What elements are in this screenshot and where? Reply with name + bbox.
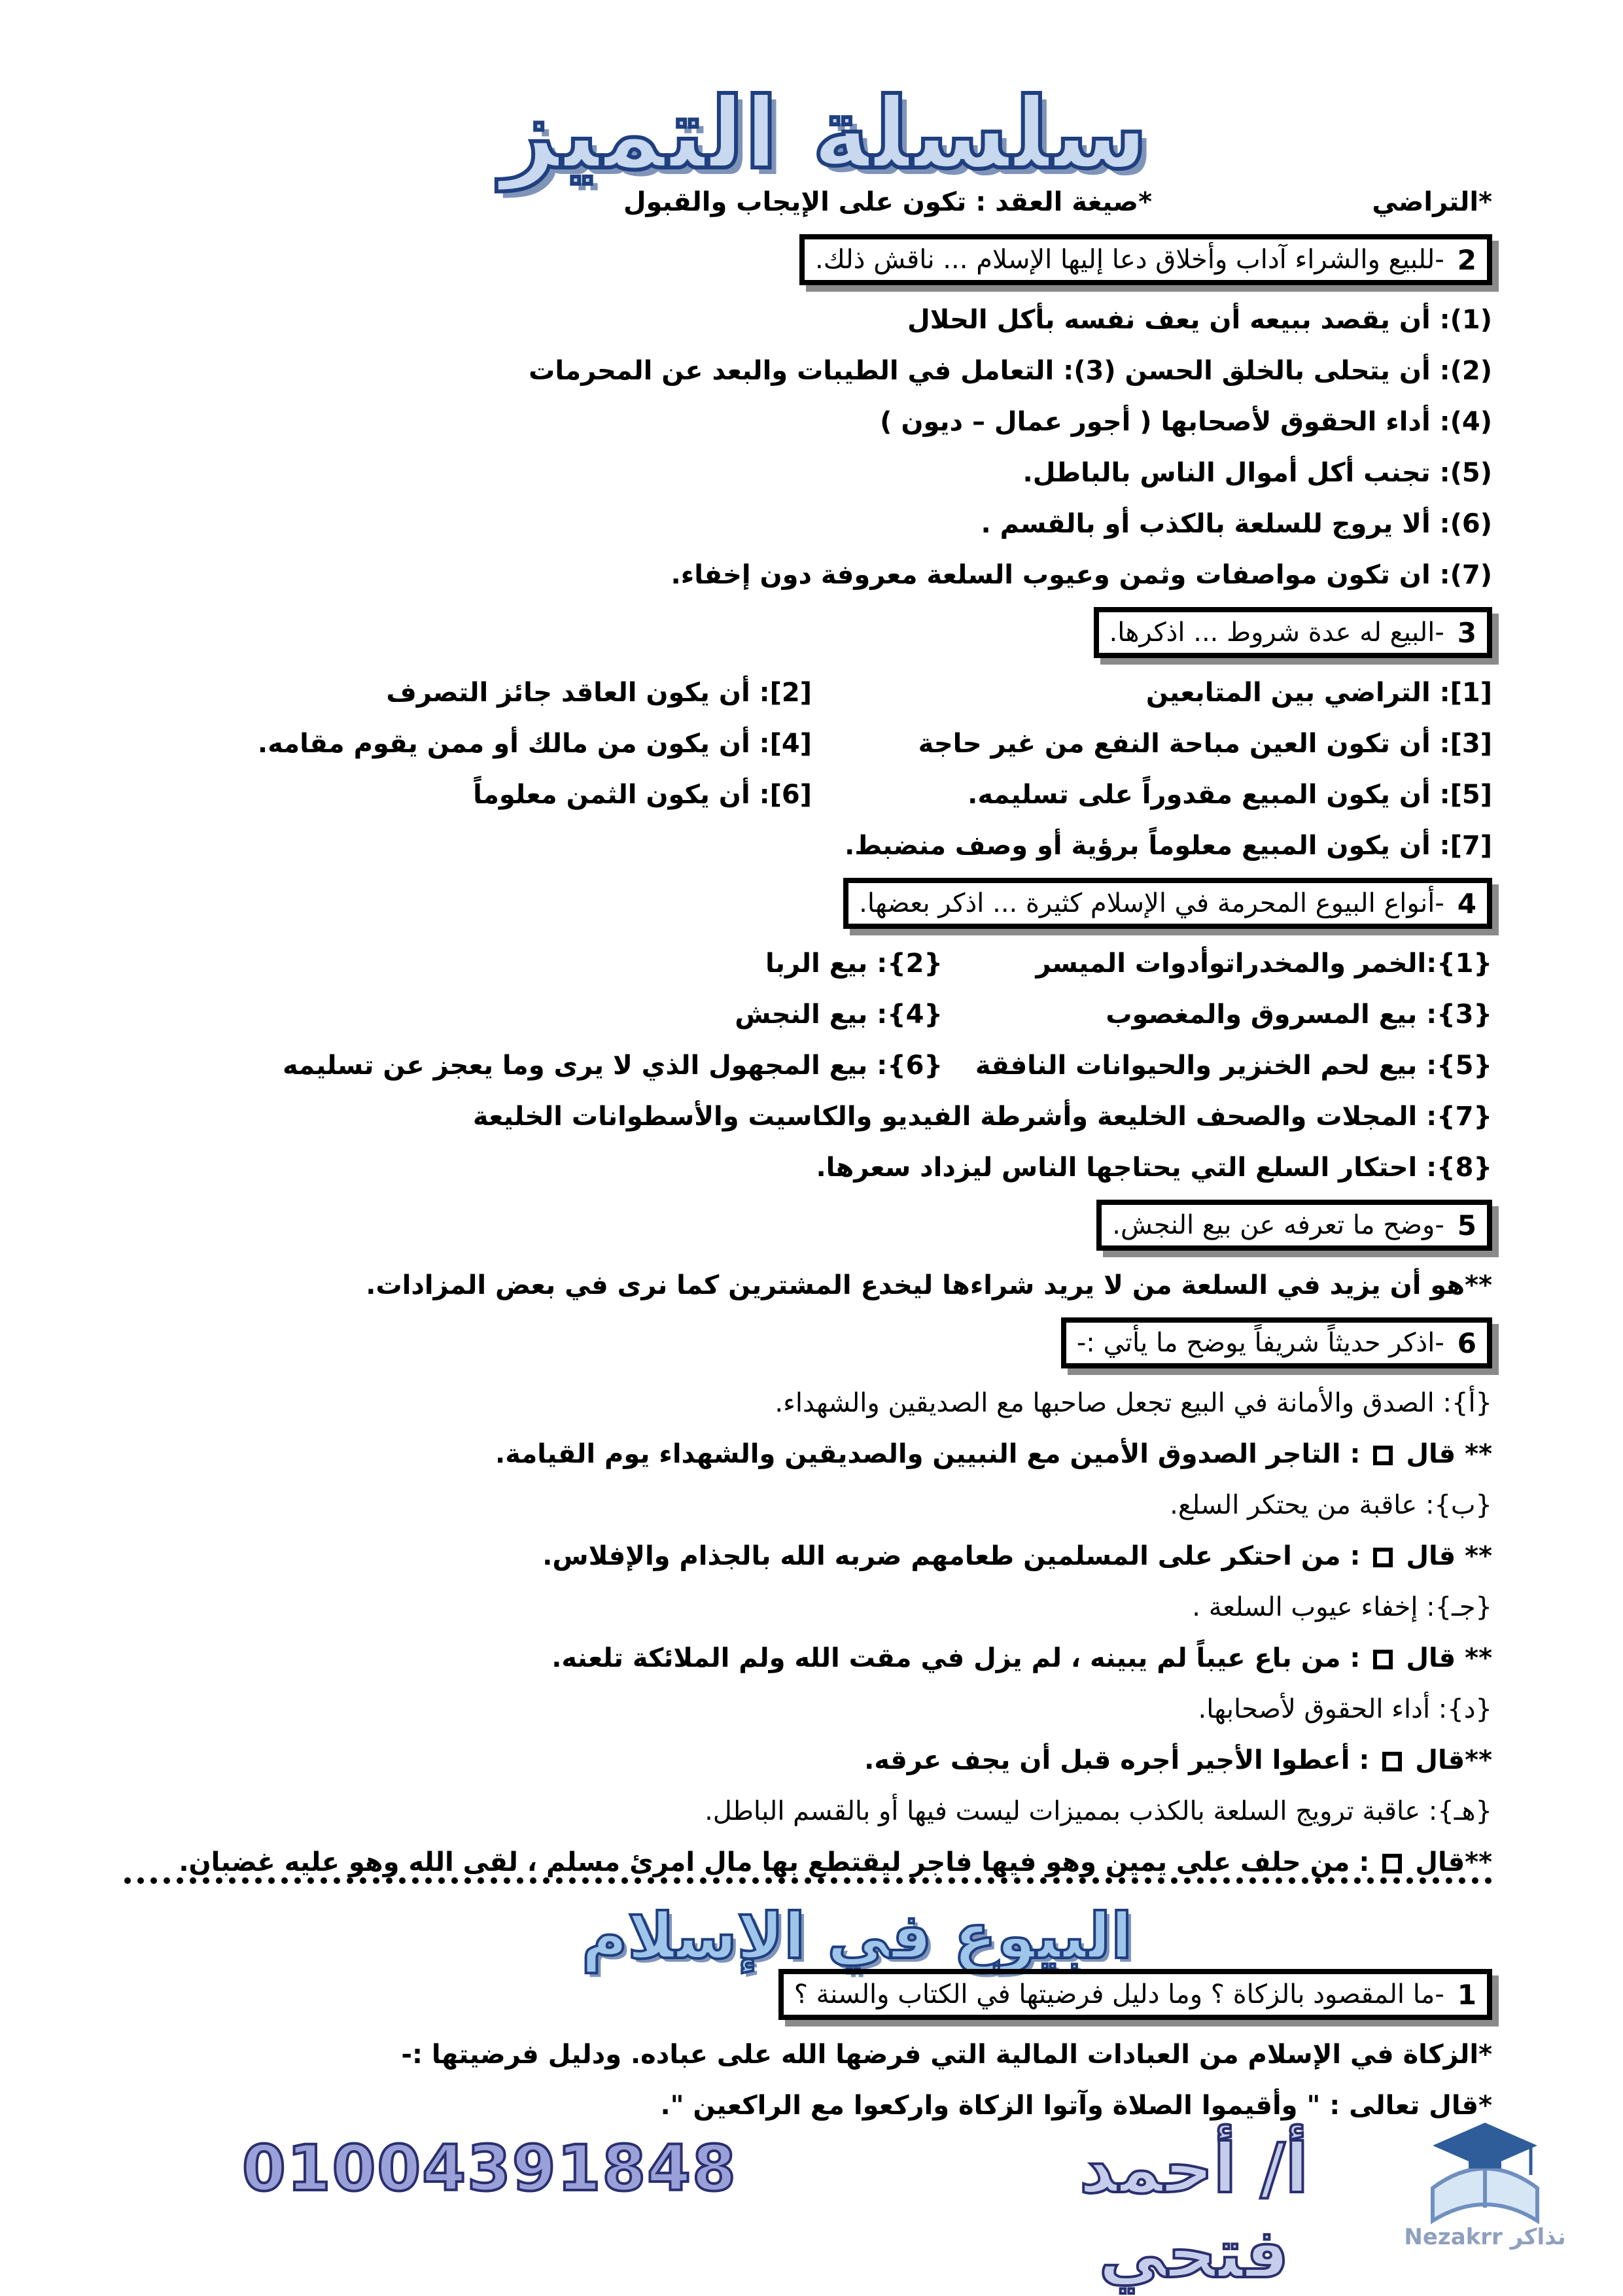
- series-banner-title: سلسلة التميز: [500, 77, 1148, 191]
- question-number: 6: [1457, 1327, 1476, 1359]
- q2-item-2: (2): أن يتحلى بالخلق الحسن (3): التعامل في الطيبات والبعد عن المحرمات: [529, 356, 1492, 386]
- question-number: 4: [1457, 887, 1476, 920]
- question-text: -ما المقصود بالزكاة ؟ وما دليل فرضيتها في الكتاب والسنة ؟: [794, 1979, 1444, 2009]
- teacher-phone: 01004391848: [242, 2132, 737, 2205]
- q6-hadith: [131, 1531, 1492, 1582]
- q6-prompt: {جـ}: إخفاء عيوب السلعة .: [1192, 1592, 1492, 1622]
- q4-item: {2}: بيع الربا: [765, 948, 943, 979]
- zakat-answer-1: *الزكاة في الإسلام من العبادات المالية التي فرضها الله على عباده. ودليل فرضيتها :-: [401, 2040, 1492, 2070]
- question-box-6: [1061, 1317, 1492, 1368]
- contract-elements-line: [131, 177, 1492, 228]
- q3-row-2: [131, 718, 1492, 769]
- q6-hadith: [131, 1633, 1492, 1684]
- q4-item-7: {7}: المجلات والصحف الخليعة وأشرطة الفيديو والكاسيت والأسطوانات الخليعة: [472, 1102, 1492, 1132]
- question-text: -البيع له عدة شروط ... اذكرها.: [1109, 617, 1444, 648]
- hadith-text: : من باع عيباً لم يبينه ، لم يزل في مقت الله ولم الملائكة تلعنه.: [551, 1643, 1361, 1673]
- section2-content: [131, 1969, 1492, 2131]
- question-text: -اذكر حديثاً شريفاً يوضح ما يأتي :-: [1076, 1328, 1444, 1358]
- q3-condition: [3]: أن تكون العين مباحة النفع من غير حاجة: [918, 729, 1492, 759]
- main-content: [131, 177, 1492, 1888]
- q3-condition: [4]: أن يكون من مالك أو ممن يقوم مقامه.: [257, 729, 812, 759]
- question-text: -للبيع والشراء آداب وأخلاق دعا إليها الإسلام ... ناقش ذلك.: [815, 245, 1444, 275]
- q6-hadith: [131, 1735, 1492, 1786]
- hadith-text: : أعطوا الأجير أجره قبل أن يجف عرقه.: [864, 1745, 1370, 1775]
- q3-row-1: [131, 667, 1492, 718]
- graduation-book-logo-icon: [1406, 2110, 1563, 2240]
- question-number: 3: [1457, 616, 1476, 649]
- q4-row-3: [131, 1040, 1492, 1091]
- zakat-answer-2: *قال تعالى : " وأقيموا الصلاة وآتوا الزكاة واركعوا مع الراكعين ".: [660, 2091, 1492, 2121]
- q6-prompt: {د}: أداء الحقوق لأصحابها.: [1198, 1694, 1492, 1724]
- q2-item-6: (7): ان تكون مواصفات وثمن وعيوب السلعة معروفة دون إخفاء.: [671, 560, 1492, 590]
- hadith-lead: **قال: [1415, 1847, 1492, 1877]
- question-box-4: [843, 878, 1492, 929]
- q6-hadith: [131, 1429, 1492, 1480]
- sigha-label: *صيغة العقد : تكون على الإيجاب والقبول: [623, 187, 1152, 217]
- salawat-square-icon: [1382, 1854, 1402, 1873]
- question-text: -وضح ما تعرفه عن بيع النجش.: [1112, 1210, 1444, 1240]
- question-number: 2: [1457, 243, 1476, 276]
- q4-row-1: [131, 938, 1492, 989]
- q3-condition: [1]: التراضي بين المتابعين: [1145, 678, 1492, 708]
- q2-item-1: (1): أن يقصد ببيعه أن يعف نفسه بأكل الحلال: [907, 305, 1492, 335]
- q3-condition: [6]: أن يكون الثمن معلوماً: [473, 780, 812, 810]
- salawat-square-icon: [1373, 1650, 1393, 1669]
- section-divider: [124, 1877, 1492, 1884]
- q4-item: {4}: بيع النجش: [735, 1000, 943, 1030]
- question-box-zakat: [778, 1969, 1492, 2020]
- question-box-5: [1096, 1200, 1492, 1251]
- q2-item-4: (5): تجنب أكل أموال الناس بالباطل.: [1022, 458, 1492, 488]
- hadith-lead: **قال: [1415, 1745, 1492, 1775]
- question-text: -أنواع البيوع المحرمة في الإسلام كثيرة ... اذكر بعضها.: [859, 888, 1444, 918]
- q6-prompt: {ب}: عاقبة من يحتكر السلع.: [1170, 1490, 1492, 1520]
- hadith-text: : من احتكر على المسلمين طعامهم ضربه الله بالجذام والإفلاس.: [542, 1541, 1361, 1571]
- salawat-square-icon: [1373, 1548, 1393, 1567]
- q4-item: {5}: بيع لحم الخنزير والحيوانات النافقة: [975, 1051, 1492, 1081]
- section-banner-title: البيوع في الإسلام: [582, 1900, 1132, 1973]
- hadith-text: : التاجر الصدوق الأمين مع النبيين والصديقين والشهداء يوم القيامة.: [495, 1439, 1361, 1469]
- hadith-text: : من حلف على يمين وهو فيها فاجر ليقتطع بها مال امرئ مسلم ، لقى الله وهو عليه غضبان.: [179, 1847, 1370, 1877]
- salawat-square-icon: [1373, 1446, 1393, 1465]
- q6-prompt: {هـ}: عاقبة ترويج السلعة بالكذب بمميزات ليست فيها أو بالقسم الباطل.: [705, 1796, 1492, 1826]
- q4-row-2: [131, 989, 1492, 1040]
- question-box-2: [799, 234, 1492, 285]
- q5-answer: **هو أن يزيد في السلعة من لا يريد شراءها ليخدع المشترين كما نرى في بعض المزادات.: [366, 1270, 1492, 1300]
- logo-wordmark: Nezakrr نذاكر: [1404, 2224, 1566, 2250]
- hadith-lead: ** قال: [1406, 1643, 1492, 1673]
- salawat-square-icon: [1382, 1752, 1402, 1771]
- taradi-label: *التراضي: [1372, 187, 1492, 217]
- question-box-3: [1094, 607, 1493, 658]
- q6-prompt: {أ}: الصدق والأمانة في البيع تجعل صاحبها مع الصديقين والشهداء.: [775, 1388, 1492, 1418]
- q4-item: {1}:الخمر والمخدراتوأدوات الميسر: [1036, 948, 1492, 979]
- q2-item-5: (6): ألا يروج للسلعة بالكذب أو بالقسم .: [981, 509, 1492, 539]
- hadith-lead: ** قال: [1406, 1439, 1492, 1469]
- q3-condition: [5]: أن يكون المبيع مقدوراً على تسليمه.: [968, 780, 1492, 810]
- teacher-name: أ/ أحمد فتحي: [1079, 2129, 1309, 2293]
- q3-condition-7: [7]: أن يكون المبيع معلوماً برؤية أو وصف منضبط.: [845, 831, 1492, 861]
- q4-item: {3}: بيع المسروق والمغصوب: [1106, 1000, 1492, 1030]
- q3-row-3: [131, 769, 1492, 820]
- q3-condition: [2]: أن يكون العاقد جائز التصرف: [386, 678, 812, 708]
- q4-item: {6}: بيع المجهول الذي لا يرى وما يعجز عن تسليمه: [283, 1051, 943, 1081]
- q4-item-8: {8}: احتكار السلع التي يحتاجها الناس ليزداد سعرها.: [816, 1153, 1492, 1183]
- hadith-lead: ** قال: [1406, 1541, 1492, 1571]
- q2-item-3: (4): أداء الحقوق لأصحابها ( أجور عمال – ديون ): [880, 407, 1492, 437]
- question-number: 5: [1457, 1209, 1476, 1242]
- question-number: 1: [1457, 1978, 1476, 2011]
